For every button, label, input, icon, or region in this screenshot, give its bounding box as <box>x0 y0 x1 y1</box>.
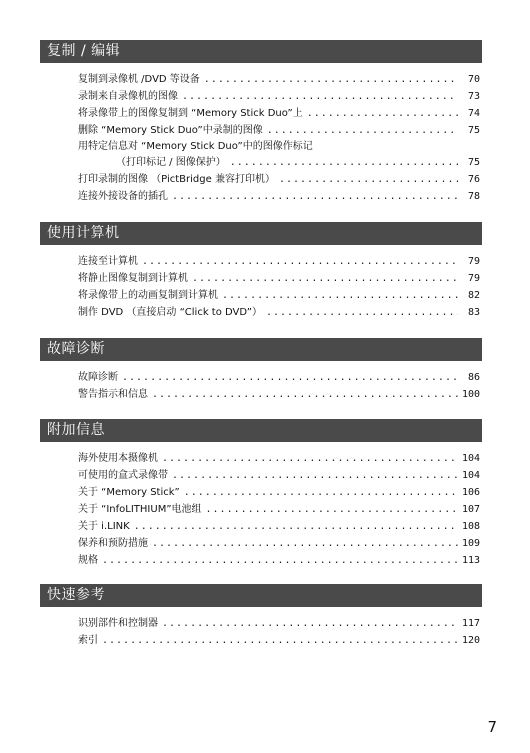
leader-dots <box>172 188 458 205</box>
toc-list-computer <box>78 253 480 321</box>
leader-dots <box>142 253 458 270</box>
toc-entry[interactable] <box>78 386 480 403</box>
toc-entry-page: 76 <box>467 174 480 185</box>
toc-entry-title: 规格 <box>78 555 98 566</box>
toc-entry-title: 索引 <box>78 635 98 646</box>
toc-entry-title: 识别部件和控制器 <box>78 618 158 629</box>
toc-entry-title: 打印录制的图像 （PictBridge 兼容打印机） <box>78 174 275 185</box>
leader-dots <box>184 484 458 501</box>
toc-entry-title: 将录像带上的动画复制到计算机 <box>78 290 218 301</box>
toc-entry-title: 关于 i.LINK <box>78 521 130 532</box>
toc-entry-page: 108 <box>461 521 480 532</box>
section-header-quick-reference: 快速参考 <box>40 584 482 607</box>
toc-entry-page: 75 <box>467 125 480 136</box>
toc-entry-title: 警告指示和信息 <box>78 389 148 400</box>
toc-list-quick-reference <box>78 615 480 649</box>
leader-dots <box>102 552 458 569</box>
section-header-copy-edit: 复制 / 编辑 <box>40 40 482 63</box>
toc-entry[interactable] <box>78 484 480 501</box>
toc-entry[interactable] <box>78 467 480 484</box>
toc-entry[interactable] <box>78 287 480 304</box>
toc-entry-page: 120 <box>461 635 480 646</box>
toc-entry-title: 连接外接设备的插孔 <box>78 191 168 202</box>
toc-entry[interactable] <box>78 450 480 467</box>
toc-entry[interactable] <box>78 105 480 122</box>
toc-entry-page: 74 <box>467 108 480 119</box>
toc-entry-title: 故障诊断 <box>78 372 118 383</box>
toc-entry-page: 104 <box>461 453 480 464</box>
leader-dots <box>172 467 458 484</box>
leader-dots <box>279 171 458 188</box>
toc-entry-title: 海外使用本摄像机 <box>78 453 158 464</box>
toc-entry-page: 79 <box>467 273 480 284</box>
toc-entry-page: 78 <box>467 191 480 202</box>
toc-entry-title: 将录像带上的图像复制到 “Memory Stick Duo”上 <box>78 108 303 119</box>
section-header-troubleshooting: 故障诊断 <box>40 338 482 361</box>
leader-dots <box>192 270 458 287</box>
leader-dots <box>152 386 458 403</box>
toc-entry[interactable] <box>78 270 480 287</box>
toc-entry[interactable] <box>78 88 480 105</box>
toc-entry-page: 117 <box>461 618 480 629</box>
leader-dots <box>307 105 458 122</box>
toc-entry-page: 73 <box>467 91 480 102</box>
toc-entry-title: 删除 “Memory Stick Duo”中录制的图像 <box>78 125 263 136</box>
toc-entry-title: 制作 DVD （直接启动 “Click to DVD”） <box>78 307 262 318</box>
toc-list-copy-edit <box>78 71 480 205</box>
toc-entry[interactable] <box>78 535 480 552</box>
toc-entry-page: 75 <box>467 157 480 168</box>
leader-dots <box>222 287 458 304</box>
toc-entry[interactable] <box>78 632 480 649</box>
leader-dots <box>206 501 458 518</box>
toc-entry-page: 104 <box>461 470 480 481</box>
toc-list-additional-info <box>78 450 480 569</box>
leader-dots <box>134 518 458 535</box>
page-number: 7 <box>487 718 497 736</box>
toc-entry-title: 录制来自录像机的图像 <box>78 91 178 102</box>
leader-dots <box>230 154 458 171</box>
toc-entry-page: 113 <box>461 555 480 566</box>
section-header-additional-info: 附加信息 <box>40 419 482 442</box>
toc-entry-title: 将静止图像复制到计算机 <box>78 273 188 284</box>
toc-entry[interactable] <box>78 304 480 321</box>
toc-entry[interactable] <box>78 253 480 270</box>
toc-entry-page: 107 <box>461 504 480 515</box>
toc-entry-page: 100 <box>461 389 480 400</box>
toc-entry[interactable] <box>78 501 480 518</box>
toc-entry-title: 可使用的盒式录像带 <box>78 470 168 481</box>
toc-entry-page: 70 <box>467 74 480 85</box>
leader-dots <box>152 535 458 552</box>
leader-dots <box>122 369 458 386</box>
toc-entry[interactable] <box>78 369 480 386</box>
leader-dots <box>182 88 458 105</box>
toc-entry[interactable] <box>78 518 480 535</box>
toc-list-troubleshooting <box>78 369 480 403</box>
toc-entry-title-line1: 用特定信息对 “Memory Stick Duo”中的图像作标记 <box>78 141 313 152</box>
toc-entry[interactable] <box>78 188 480 205</box>
toc-entry[interactable] <box>78 552 480 569</box>
leader-dots <box>162 615 458 632</box>
toc-entry-title: 保养和预防措施 <box>78 538 148 549</box>
leader-dots <box>204 71 458 88</box>
toc-entry[interactable] <box>78 615 480 632</box>
toc-entry-title: 复制到录像机 /DVD 等设备 <box>78 74 200 85</box>
toc-entry-page: 86 <box>467 372 480 383</box>
toc-entry[interactable] <box>78 71 480 88</box>
toc-entry-title: （打印标记 / 图像保护） <box>116 157 226 168</box>
toc-entry[interactable] <box>78 122 480 139</box>
leader-dots <box>266 304 458 321</box>
toc-entry[interactable] <box>78 171 480 188</box>
toc-entry-page: 109 <box>461 538 480 549</box>
toc-entry-page: 82 <box>467 290 480 301</box>
toc-entry-title: 关于 “Memory Stick” <box>78 487 180 498</box>
leader-dots <box>267 122 458 139</box>
toc-entry-page: 106 <box>461 487 480 498</box>
leader-dots <box>102 632 458 649</box>
toc-entry-title: 关于 “InfoLITHIUM”电池组 <box>78 504 202 515</box>
section-header-computer: 使用计算机 <box>40 222 482 245</box>
leader-dots <box>162 450 458 467</box>
toc-entry-page: 79 <box>467 256 480 267</box>
toc-entry-title: 连接至计算机 <box>78 256 138 267</box>
toc-entry-page: 83 <box>467 307 480 318</box>
toc-entry[interactable] <box>78 154 480 171</box>
